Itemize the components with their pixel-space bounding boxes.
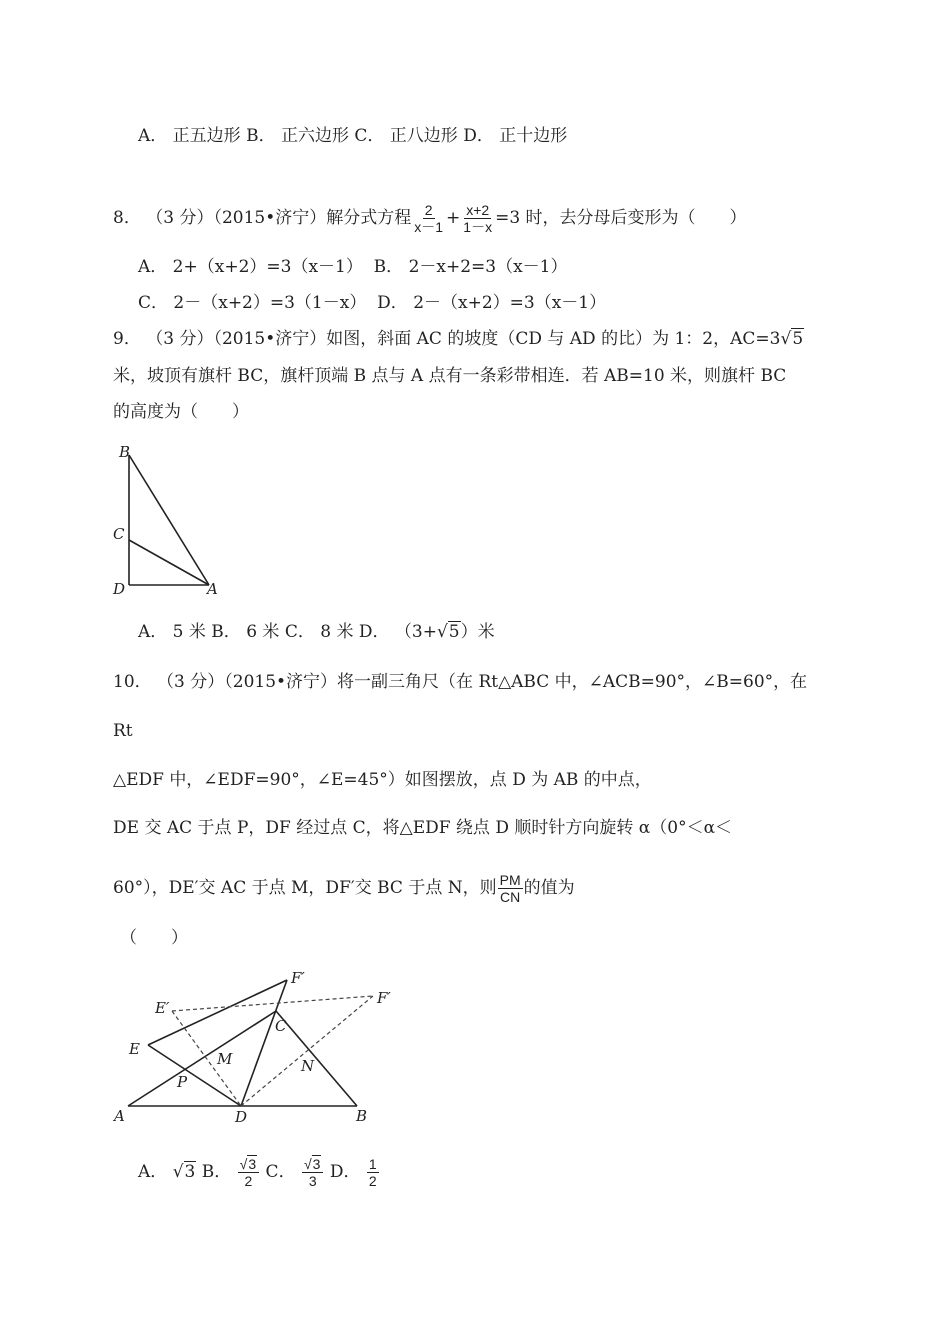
q9-line1: 9． （3 分）（2015•济宁）如图，斜面 AC 的坡度（CD 与 AD 的比）为 1：2，AC=3√5	[113, 329, 804, 349]
q7-options: A． 正五边形 B． 正六边形 C． 正八边形 D． 正十边形	[138, 126, 568, 146]
q10-label-m: M	[217, 1050, 233, 1068]
q10-label-b: B	[356, 1107, 368, 1125]
q10-label-c: C	[275, 1017, 287, 1035]
q8-option-a: A． 2+（x+2）=3（x－1）	[138, 257, 363, 277]
q10-label-p: P	[177, 1073, 188, 1091]
q10-option-d: D．	[324, 1162, 366, 1182]
q9-line3: 的高度为（ ）	[113, 402, 249, 422]
q9-line2: 米，坡顶有旗杆 BC，旗杆顶端 B 点与 A 点有一条彩带相连．若 AB=10 米，则旗杆 BC	[113, 366, 787, 386]
q9-label-b: B	[119, 443, 131, 461]
q8-fraction-2: $\frac{x+2}{1-x}$	[463, 202, 493, 235]
q10-label-a: A	[114, 1107, 125, 1125]
q10-label-f1: F′	[291, 969, 305, 987]
q10-fraction: $\frac{PM}{CN}$	[499, 872, 521, 905]
q8-prefix: 8． （3 分）（2015•济宁）解分式方程	[113, 208, 412, 228]
q10-line6: （ ）	[120, 928, 188, 948]
q10-line3: △EDF 中，∠EDF=90°，∠E=45°）如图摆放，点 D 为 AB 的中点，	[113, 770, 652, 790]
q10-options: A． √3 B． $\frac{√3}{2}$ C． $\frac{√3}{3}$ D． $\frac{1}{2}$	[138, 1150, 380, 1194]
q10-label-n: N	[301, 1057, 315, 1075]
q10-label-e1: E′	[155, 999, 170, 1017]
sqrt-symbol: √5	[780, 329, 804, 349]
q10-label-f2: F′	[377, 989, 391, 1007]
q8-option-d: D． 2－（x+2）=3（x－1）	[377, 293, 607, 313]
q10-line1: 10． （3 分）（2015•济宁）将一副三角尺（在 Rt△ABC 中，∠ACB=90°，∠B=60°，在	[113, 672, 808, 692]
q8-suffix: =3 时，去分母后变形为（ ）	[495, 208, 747, 228]
sqrt-symbol: √5	[436, 622, 460, 642]
q10-line5: 60°），DE′交 AC 于点 M，DF′交 BC 于点 N，则 $\frac{PM}{CN}$ 的值为	[113, 872, 575, 905]
q8-stem: 8． （3 分）（2015•济宁）解分式方程 $\frac{2}{x-1}$ + $\frac{x+2}{1-x}$ =3 时，去分母后变形为（ ）	[113, 202, 747, 235]
q9-label-d: D	[113, 580, 126, 598]
sqrt-symbol: √3	[172, 1162, 196, 1182]
q10-line4: DE 交 AC 于点 P，DF 经过点 C，将△EDF 绕点 D 顺时针方向旋转 α（0°＜α＜	[113, 818, 733, 838]
q10-option-c: C．	[260, 1162, 301, 1182]
q10-label-e: E	[129, 1040, 140, 1058]
q8-fraction-1: $\frac{2}{x-1}$	[414, 202, 444, 235]
q9-options: A． 5 米 B． 6 米 C． 8 米 D． （3+√5）米	[138, 622, 495, 642]
q9-label-a: A	[207, 580, 218, 598]
q10-option-a: A．	[138, 1162, 173, 1182]
q8-option-c: C． 2－（x+2）=3（1－x）	[138, 293, 367, 313]
q9-label-c: C	[113, 525, 125, 543]
q8-option-b: B． 2－x+2=3（x－1）	[373, 257, 568, 277]
q10-line2: Rt	[113, 721, 133, 741]
q10-option-b: B．	[196, 1162, 237, 1182]
q10-label-d: D	[235, 1108, 248, 1126]
